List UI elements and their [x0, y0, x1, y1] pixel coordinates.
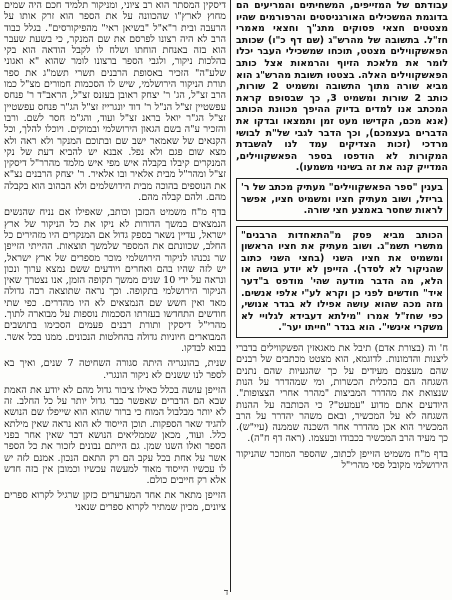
- right-column: [236, 0, 448, 592]
- column-divider: [230, 0, 231, 592]
- boxed-paragraph-1: בענין "ספר הפאשקווילים" מעתיק מכתב של ר' בריזל, ושוב מעתיק חציו ומשמיט חציו, אפשר לראות שחסר באמצע חצי שורה.: [236, 178, 448, 221]
- bold-intro-paragraph: עבודתם של המזייפים, המשחיתים והמריעים הם בדוגמת המשכילים האורגניסטים והרפורמים שהיו מצטטים חצאי פסוקים מתנ"ך וחצאי מאמרי חז"ל. בתשובה של מהרש"ג (שם דף כ"ו) שכותב הפאשקווילים מצטט, תוכחו שמשכילי העבר יכלו לומר את מלאכת הזיוף והרמאות אצל כותב הפאשקווילים האלה. בצטטו תשובת מהרש"ג הוא מביא שורה מתוך התשובה ומשמיט 2 שורות, כותב 2 שורות ומשמיט 3, כך שבסופם קראת המכתב אנו למדים בדיוק ההיפך מכוונת הכותב (אנא מכם, הקדישו מעט זמן ותמצאו ובדקו את הדברים בעצמכם), וכך הדבר לגבי של"ת לבושי מרדכי (זכות הצדיקים עמד לנו להשבדת המקורות לא הודפסו בספר הפאשקווילים, המדייק קנה את זה בשינוי משמעו).: [236, 0, 448, 174]
- left-paragraph-3: שנית, בהונגריה היתה סגורה השחיטה 7 שנים, ואיך בא לספר לנו ששנים לא ניקור הונגרי.: [4, 358, 226, 381]
- page-number: ד: [223, 588, 229, 598]
- right-paragraph-2: בדף מ"ח משמיט הזייפן לכתוב, שהספר המוזכר שהניקור הירושלמי מקובל פסי מהרי"ל: [236, 448, 448, 471]
- left-column: [4, 0, 226, 592]
- boxed-paragraph-2: הכותב מביא פסק מ"התאחדות הרבנים" מתשרי תשמ"ג. ושוב מעתיק את חציו הראשון ומשמיט את חציו השני (בחצי השני כתוב שהניקור לא לסדר). הזייפן לא יודע בושה או הלא, מה הדבר מודעה שהי' מודפס ב"דער איד" חודשים לפני כן וקרא לע"י אלפי אנשים. מזה מכה שהוא עושה אפילו לא בגדר אנושי, כפי שחז"ל אמרו "מילתא דעבידא לגלויי לא משקרי אינשי". הוא בגדר "חייתו יער".: [236, 226, 448, 338]
- left-paragraph-1: דיסקין המסתר הוא רב ציוני, ומניקור תלמיד חכם היה שמים מחוץ לארץ"ו שהכוונה על את הספר הוא זרק אותו על הרעבה ובית ר"א"ל "בשיאן ראי" מהפיקורסים". בגלל כבוד הרב לא היה רצונו לפרסם את שם המנקר, כי בשעת שעבר הוא בזה באנחת הוחתו ושלח לו לקבל הודאה הוא בקי בהלכות ניקור, ולגבי הספר ברצונו לומר שהוא "א ואגוני שלע"ה" הזכיר באסופת הרבנים תשרי תשמ"ג את ספר תורת הניקור הירושלמי, שיש לו הסכמות חמורים מצ"ל כמו הרב זצ"ל, הג' ר' יצחק ראובן בעזנס זצ"ל, הראב"ד ר' פנחס עפשטיין זצ"ל הנ"ל ר' דוד יונגרייז זצ"ל הג"ר פנחס עפשטיין זצ"ל הג"ר יואל בראנ זצ"ל ועוד, והג"מ חסר לשם. ורבו והזכיר ע"ה בשם הגאון הירושלמי ובמוקים. ויוכלו להלך, וכל הקנאים של שאמאר ישב שם ובתוכם המנקר ולא ראה ולא מצא שום פגם ולא נפל. אבנא יש להביא דעת של נקי המנקרים קיבלו בקבלה איש מפי איש מלמד מהרר"ל דיסקין זצ"ל ומהר"ל מבית אלאיר ובו אלאיר. ר' יצחק הרבנים נצ"א את הנוספים בהוכה מבית הידושלמים ולא הבהוב הוא בקבלה מהם. ולהם קבלה מהם.: [4, 0, 226, 204]
- left-paragraph-5: הזייפן מתאר את אחד המערערים כזקן שרגיל לקרוא ספרים ציונים, מכיון שמתיר לקרוא ספרים שנאני: [4, 490, 226, 513]
- right-paragraph-1: ח' וה (בצורת אדם) תיבל את מאגאזין הפשקווילים בדברי ליצנות והדמונות. לדוגמא, הוא מצטט מכתבים של רבנים שהם מעצמם מעידים על כך שהגעיות שהם נתנים השגחה הם בהכלית הכשרות, ומי שמהדרר על הנות שנצואת את מהדרר המביצות "מהרר אחרי הצצופות". היודעים אתם מדוע "עמעט"? כי הכותבה על ההנות השגחה לא על המכשיר, ובאם משהר יהדרר על הרב המכשיר הוא אכן מהדרר אחר השכנה שממנה (עיי"ש). כך מעיד הרב המכשיר בכבודו ובעצמו. (ראה דף ח"ה).: [236, 343, 448, 445]
- left-paragraph-4: הזייפן עושה בכלל כאילו ציבור גדול מהם לא יודע את האמת שבא הם הדברים שאפשר כבר גדול יותר על כל החלב. זה לא יותר מבלבול המוח כי ברור שהוא הוא שייפלו שם הנושא להגיד שאר הספקות. תוכן הייסוד לא הוא נראה שאין מילתא כלל. ועוד, מכאן שממליאים הנושא דבר שאין אחר בפני הספר ואלו השנו שמן. גם הייתם נבונים לזכור את כל הספר אשר על אחת בכל עקב הם רק התאם הנכון. אמנם לזה יש לו עכשיו הייסוד מאוד למעשה עכשיו וכמובן אין בזה חדש אלא רק חייבים כולם.: [4, 384, 226, 487]
- left-paragraph-2: בדף מ"ח משמיט הכזבן וכותב, שאפילו אם נניח שהנשים הנמצאים במשך הדורות לא ניקו את כל הניקור של ארץ ישראל, עדיין נשאר בספק גדול אם המנקרים היו מזהירים כל החלב, שכוונתם את המספר שלמשך תוצאות. ההייתי הזייפן שר נכנהו לניקור הירושלמי מוכר מספרים של ארץ ישראל, יש לזה שהיו בהם ואחרים ויודעים ששם נמצא ערוך ונכון ונראה על ידי 10 שנים ממשך תקופה הזמן, אנו נצטרך שאין הניקור הירושלמי בתקופה. וכך נראה שתוצאה רבה גדולה מאד ואין חשש שם הנמצאים לא היו מהדרים. כפי שתי חודשים התחדשו בעזרתו הסכמות נוספות על מבוארה לתוך. מהרי"ל דיסקין ותורת רבנים פעמים הסכימו בתושבים המבוארים חיוניות גדולה בהחלטות הנכונים. ממנו בכל אשר. בבוא לבדקו.: [4, 207, 226, 354]
